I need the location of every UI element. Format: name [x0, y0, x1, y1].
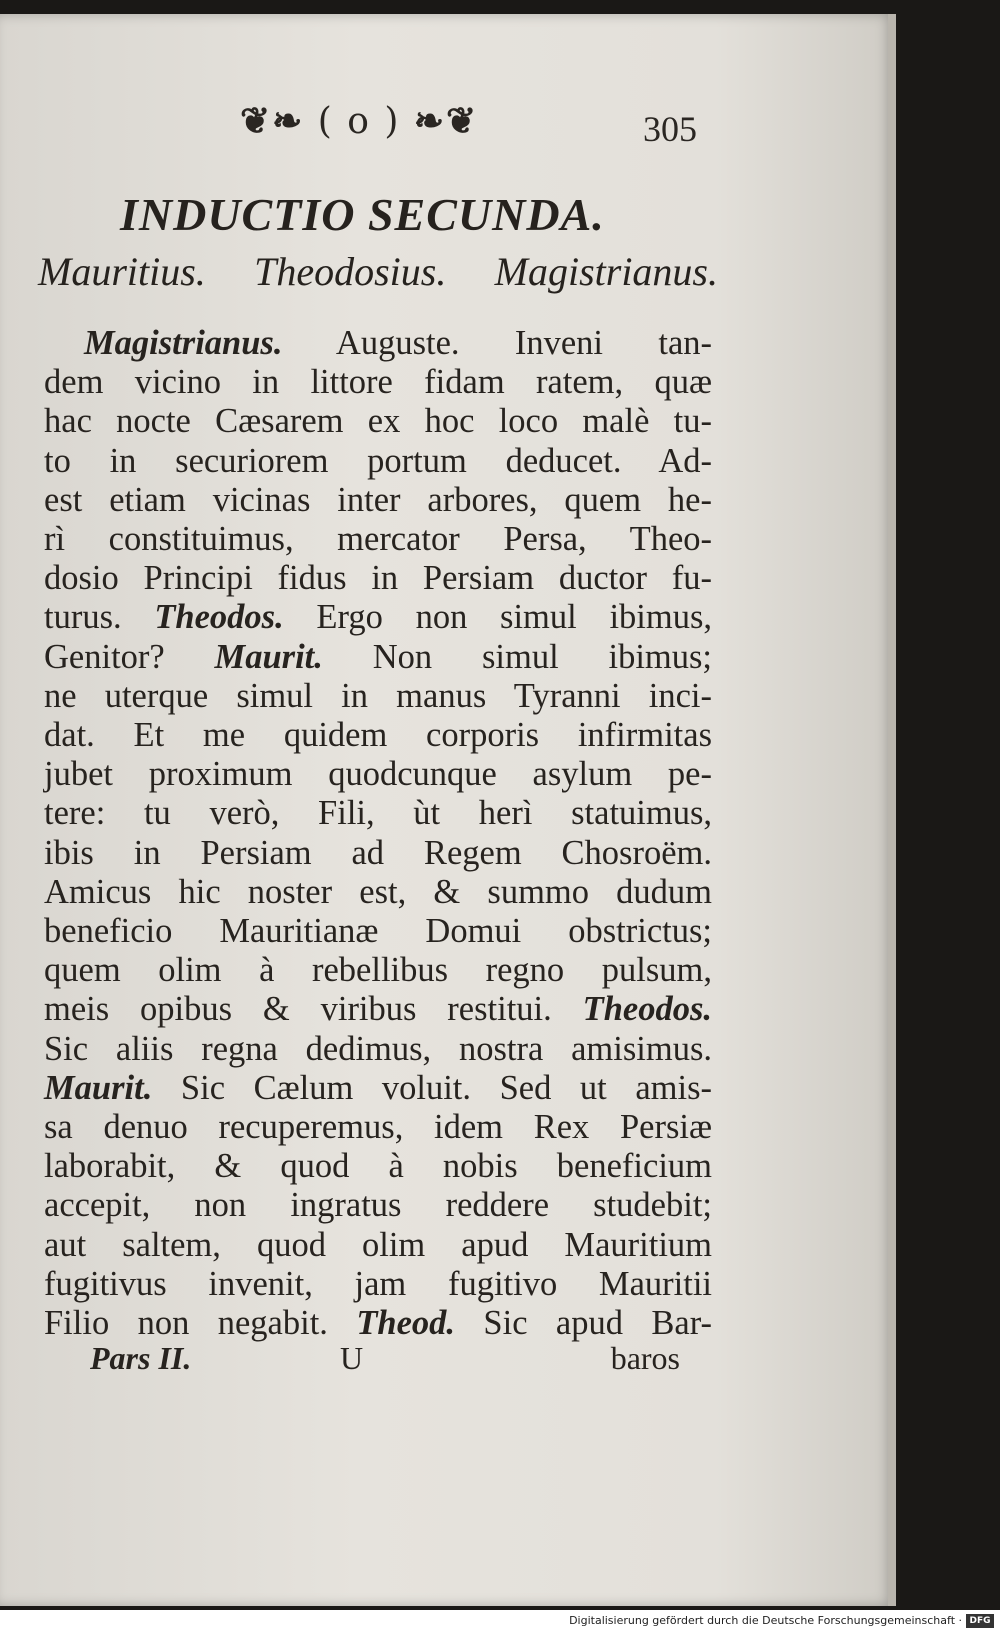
catchword: baros — [610, 1340, 680, 1376]
line-text: Auguste. Inveni tan- — [282, 324, 712, 362]
text-line — [44, 442, 712, 481]
text-line — [44, 873, 712, 912]
ornament-right-icon: ❧❦ — [413, 100, 479, 142]
text-line — [44, 598, 712, 637]
speaker-name: Maurit. — [44, 1068, 153, 1107]
text-line — [44, 1265, 712, 1304]
persona-magistrianus: Magistrianus. — [494, 249, 718, 294]
line-text: Genitor? — [44, 637, 215, 676]
line-text: rì constituimus, mercator Persa, Theo- — [44, 520, 712, 559]
line-text: quem olim à rebellibus regno pulsum, — [44, 951, 712, 990]
line-text: dat. Et me quidem corporis infirmitas — [44, 716, 712, 755]
text-line — [44, 481, 712, 520]
text-line — [44, 1069, 712, 1108]
credit-bar — [0, 1612, 1000, 1632]
text-line — [44, 1186, 712, 1225]
section-title: INDUCTIO SECUNDA. — [120, 189, 605, 240]
persona-mauritius: Mauritius. — [38, 249, 206, 294]
line-text: Non simul ibimus; — [322, 637, 712, 676]
dialogue-text — [44, 324, 712, 1343]
text-line — [44, 559, 712, 598]
ornament-left-icon: ❦❧ — [240, 100, 305, 142]
text-line — [44, 520, 712, 559]
text-line — [44, 951, 712, 990]
text-line — [44, 324, 712, 363]
running-header — [0, 100, 894, 150]
line-text: sa denuo recuperemus, idem Rex Persiæ — [44, 1108, 712, 1147]
dfg-logo-icon: DFG — [966, 1614, 994, 1628]
speaker-name: Theodos. — [154, 598, 284, 637]
text-line — [44, 402, 712, 441]
text-line — [44, 363, 712, 402]
text-line — [44, 794, 712, 833]
signature-mark: U — [340, 1340, 364, 1376]
text-line — [44, 1108, 712, 1147]
text-line — [44, 755, 712, 794]
line-text: aut saltem, quod olim apud Mauritium — [44, 1225, 712, 1264]
line-text: ne uterque simul in manus Tyranni inci- — [44, 676, 712, 715]
line-text: Filio non negabit. — [44, 1304, 357, 1343]
line-text: beneficio Mauritianæ Domui obstrictus; — [44, 912, 712, 951]
line-text: fugitivus invenit, jam fugitivo Mauritii — [44, 1264, 712, 1303]
speaker-name: Maurit. — [214, 637, 323, 676]
line-text: est etiam vicinas inter arbores, quem he- — [44, 480, 712, 519]
text-line — [44, 1226, 712, 1265]
line-text: dem vicino in littore fidam ratem, quæ — [44, 363, 712, 402]
line-text: to in securiorem portum deducet. Ad- — [44, 441, 712, 480]
speaker-name: Theod. — [356, 1304, 456, 1343]
line-text: Amicus hic noster est, & summo dudum — [44, 872, 712, 911]
page-number: 305 — [643, 109, 697, 149]
line-text: accepit, non ingratus reddere studebit; — [44, 1186, 712, 1225]
line-text: hac nocte Cæsarem ex hoc loco malè tu- — [44, 402, 712, 441]
line-text: laborabit, & quod à nobis beneficium — [44, 1147, 712, 1186]
text-line — [44, 1030, 712, 1069]
line-text: meis opibus & viribus restitui. — [44, 990, 583, 1029]
line-text: Sic apud Bar- — [455, 1304, 712, 1343]
speaker-name: Magistrianus. — [84, 324, 283, 362]
line-text: Sic Cælum voluit. Sed ut amis- — [152, 1068, 712, 1107]
line-text: turus. — [44, 598, 155, 637]
line-text: ibis in Persiam ad Regem Chosroëm. — [44, 833, 712, 872]
dramatis-personae — [38, 248, 718, 295]
line-text: jubet proximum quodcunque asylum pe- — [44, 755, 712, 794]
text-line — [44, 1147, 712, 1186]
text-line — [44, 1304, 712, 1343]
persona-theodosius: Theodosius. — [254, 249, 447, 294]
text-line — [44, 912, 712, 951]
ornament-middle: ( o ) — [317, 101, 401, 142]
page-footer — [90, 1340, 680, 1380]
line-text: Sic aliis regna dedimus, nostra amisimus. — [44, 1029, 712, 1068]
credit-text: Digitalisierung gefördert durch die Deutsche Forschungsgemeinschaft · — [569, 1614, 962, 1627]
line-text: tere: tu verò, Fili, ùt herì statuimus, — [44, 794, 712, 833]
speaker-name: Theodos. — [582, 990, 712, 1029]
line-text: Ergo non simul ibimus, — [283, 598, 712, 637]
line-text: dosio Principi fidus in Persiam ductor fu- — [44, 559, 712, 598]
part-label: Pars II. — [90, 1340, 192, 1376]
text-line — [44, 638, 712, 677]
text-line — [44, 990, 712, 1029]
text-line — [44, 677, 712, 716]
page-edge — [888, 14, 896, 1606]
header-ornament — [240, 100, 478, 142]
text-line — [44, 834, 712, 873]
text-line — [44, 716, 712, 755]
